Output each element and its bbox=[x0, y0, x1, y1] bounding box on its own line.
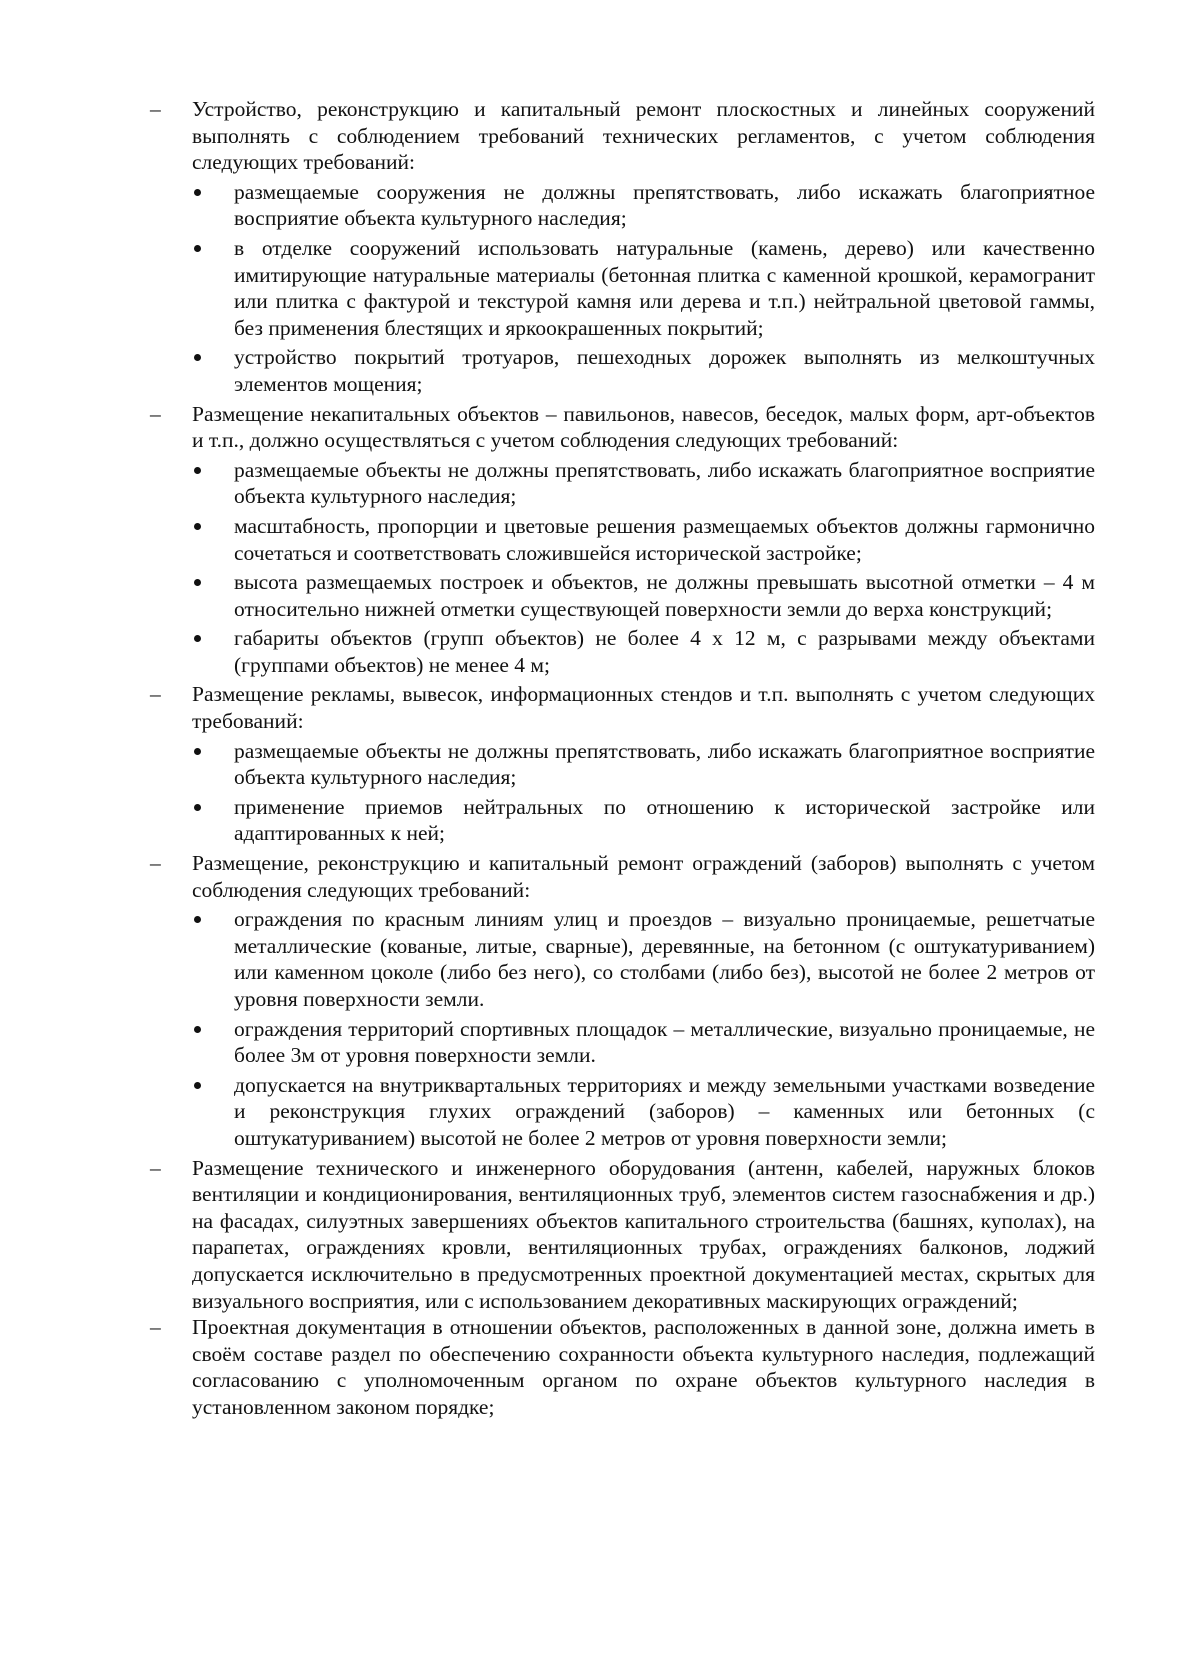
requirement-section bbox=[150, 401, 1095, 679]
bullet-list bbox=[192, 738, 1095, 847]
bullet-list bbox=[192, 906, 1095, 1151]
requirements-list bbox=[150, 96, 1095, 1421]
dash-marker: – bbox=[150, 851, 161, 876]
bullet-text: устройство покрытий тротуаров, пешеходных дорожек выполнять из мелкоштучных элементов мощения; bbox=[234, 345, 1095, 396]
bullet-list bbox=[192, 457, 1095, 679]
bullet-item bbox=[192, 344, 1095, 397]
bullet-text: размещаемые объекты не должны препятствовать, либо искажать благоприятное восприятие объекта культурного наследия; bbox=[234, 457, 1095, 509]
section-paragraph: Устройство, реконструкцию и капитальный ремонт плоскостных и линейных сооружений выполнять с соблюдением требований технических регламентов, с учетом соблюдения следующих требований: bbox=[192, 97, 1095, 175]
bullet-text: размещаемые объекты не должны препятствовать, либо искажать благоприятное восприятие объекта культурного наследия; bbox=[234, 738, 1095, 790]
bullet-item bbox=[192, 1072, 1095, 1152]
bullet-text: габариты объектов (групп объектов) не более 4 х 12 м, с разрывами между объектами (группами объектов) не менее 4 м; bbox=[234, 626, 1095, 677]
bullet-item bbox=[192, 906, 1095, 1012]
bullet-item bbox=[192, 1016, 1095, 1069]
dash-marker: – bbox=[150, 1315, 161, 1340]
dash-marker: – bbox=[150, 401, 161, 426]
section-paragraph: Размещение технического и инженерного оборудования (антенн, кабелей, наружных блоков вентиляции и кондиционирования, вентиляционных труб, элементов систем газоснабжения и др.) на фасадах, силуэтных завершениях объектов капитального строительства (башнях, куполах), на парапетах, ограждениях кровли, вентиляционных трубах, ограждениях балконов, лоджий допускается исключительно в предусмотренных проектной документацией местах, скрытых для визуального восприятия, или с использованием декоративных маскирующих ограждений; bbox=[192, 1155, 1095, 1313]
requirement-section bbox=[150, 96, 1095, 398]
document-body bbox=[150, 96, 1095, 1421]
requirement-section bbox=[150, 1155, 1095, 1315]
bullet-text: ограждения по красным линиям улиц и проездов – визуально проницаемые, решетчатые металлические (кованые, литые, сварные), деревянные, на бетонном (с оштукатуриванием) или каменном цоколе (либо без него), со столбами (либо без), высотой не более 2 метров от уровня поверхности земли. bbox=[234, 907, 1095, 1011]
bullet-item bbox=[192, 235, 1095, 341]
bullet-item bbox=[192, 794, 1095, 847]
bullet-text: допускается на внутриквартальных территориях и между земельными участками возведение и реконструкция глухих ограждений (заборов) – каменных или бетонных (с оштукатуриванием) высотой не более 2 метров от уровня поверхности земли; bbox=[234, 1072, 1095, 1150]
dash-marker: – bbox=[150, 1155, 161, 1180]
bullet-list bbox=[192, 179, 1095, 398]
bullet-text: ограждения территорий спортивных площадок – металлические, визуально проницаемые, не более 3м от уровня поверхности земли. bbox=[234, 1016, 1095, 1068]
dash-marker: – bbox=[150, 682, 161, 707]
requirement-section bbox=[150, 850, 1095, 1152]
requirement-section bbox=[150, 681, 1095, 847]
bullet-item bbox=[192, 457, 1095, 510]
section-paragraph: Размещение, реконструкцию и капитальный ремонт ограждений (заборов) выполнять с учетом соблюдения следующих требований: bbox=[192, 851, 1095, 902]
bullet-item bbox=[192, 625, 1095, 678]
bullet-item bbox=[192, 569, 1095, 622]
bullet-item bbox=[192, 738, 1095, 791]
dash-marker: – bbox=[150, 97, 161, 121]
section-paragraph: Размещение некапитальных объектов – павильонов, навесов, беседок, малых форм, арт-объектов и т.п., должно осуществляться с учетом соблюдения следующих требований: bbox=[192, 401, 1095, 453]
section-paragraph: Размещение рекламы, вывесок, информационных стендов и т.п. выполнять с учетом следующих требований: bbox=[192, 682, 1095, 734]
bullet-item bbox=[192, 179, 1095, 232]
requirement-section bbox=[150, 1314, 1095, 1420]
bullet-text: высота размещаемых построек и объектов, не должны превышать высотной отметки – 4 м относительно нижней отметки существующей поверхности земли до верха конструкций; bbox=[234, 570, 1095, 621]
bullet-text: масштабность, пропорции и цветовые решения размещаемых объектов должны гармонично сочетаться и соответствовать сложившейся исторической застройке; bbox=[234, 513, 1095, 565]
bullet-text: в отделке сооружений использовать натуральные (камень, дерево) или качественно имитирующие натуральные материалы (бетонная плитка с каменной крошкой, керамогранит или плитка с фактурой и текстурой камня или дерева и т.п.) нейтральной цветовой гаммы, без применения блестящих и яркоокрашенных покрытий; bbox=[234, 235, 1095, 340]
bullet-item bbox=[192, 513, 1095, 566]
section-paragraph: Проектная документация в отношении объектов, расположенных в данной зоне, должна иметь в своём составе раздел по обеспечению сохранности объекта культурного наследия, подлежащий согласованию с уполномоченным органом по охране объектов культурного наследия в установленном законом порядке; bbox=[192, 1315, 1095, 1419]
bullet-text: применение приемов нейтральных по отношению к исторической застройке или адаптированных к ней; bbox=[234, 794, 1095, 846]
bullet-text: размещаемые сооружения не должны препятствовать, либо искажать благоприятное восприятие объекта культурного наследия; bbox=[234, 179, 1095, 231]
